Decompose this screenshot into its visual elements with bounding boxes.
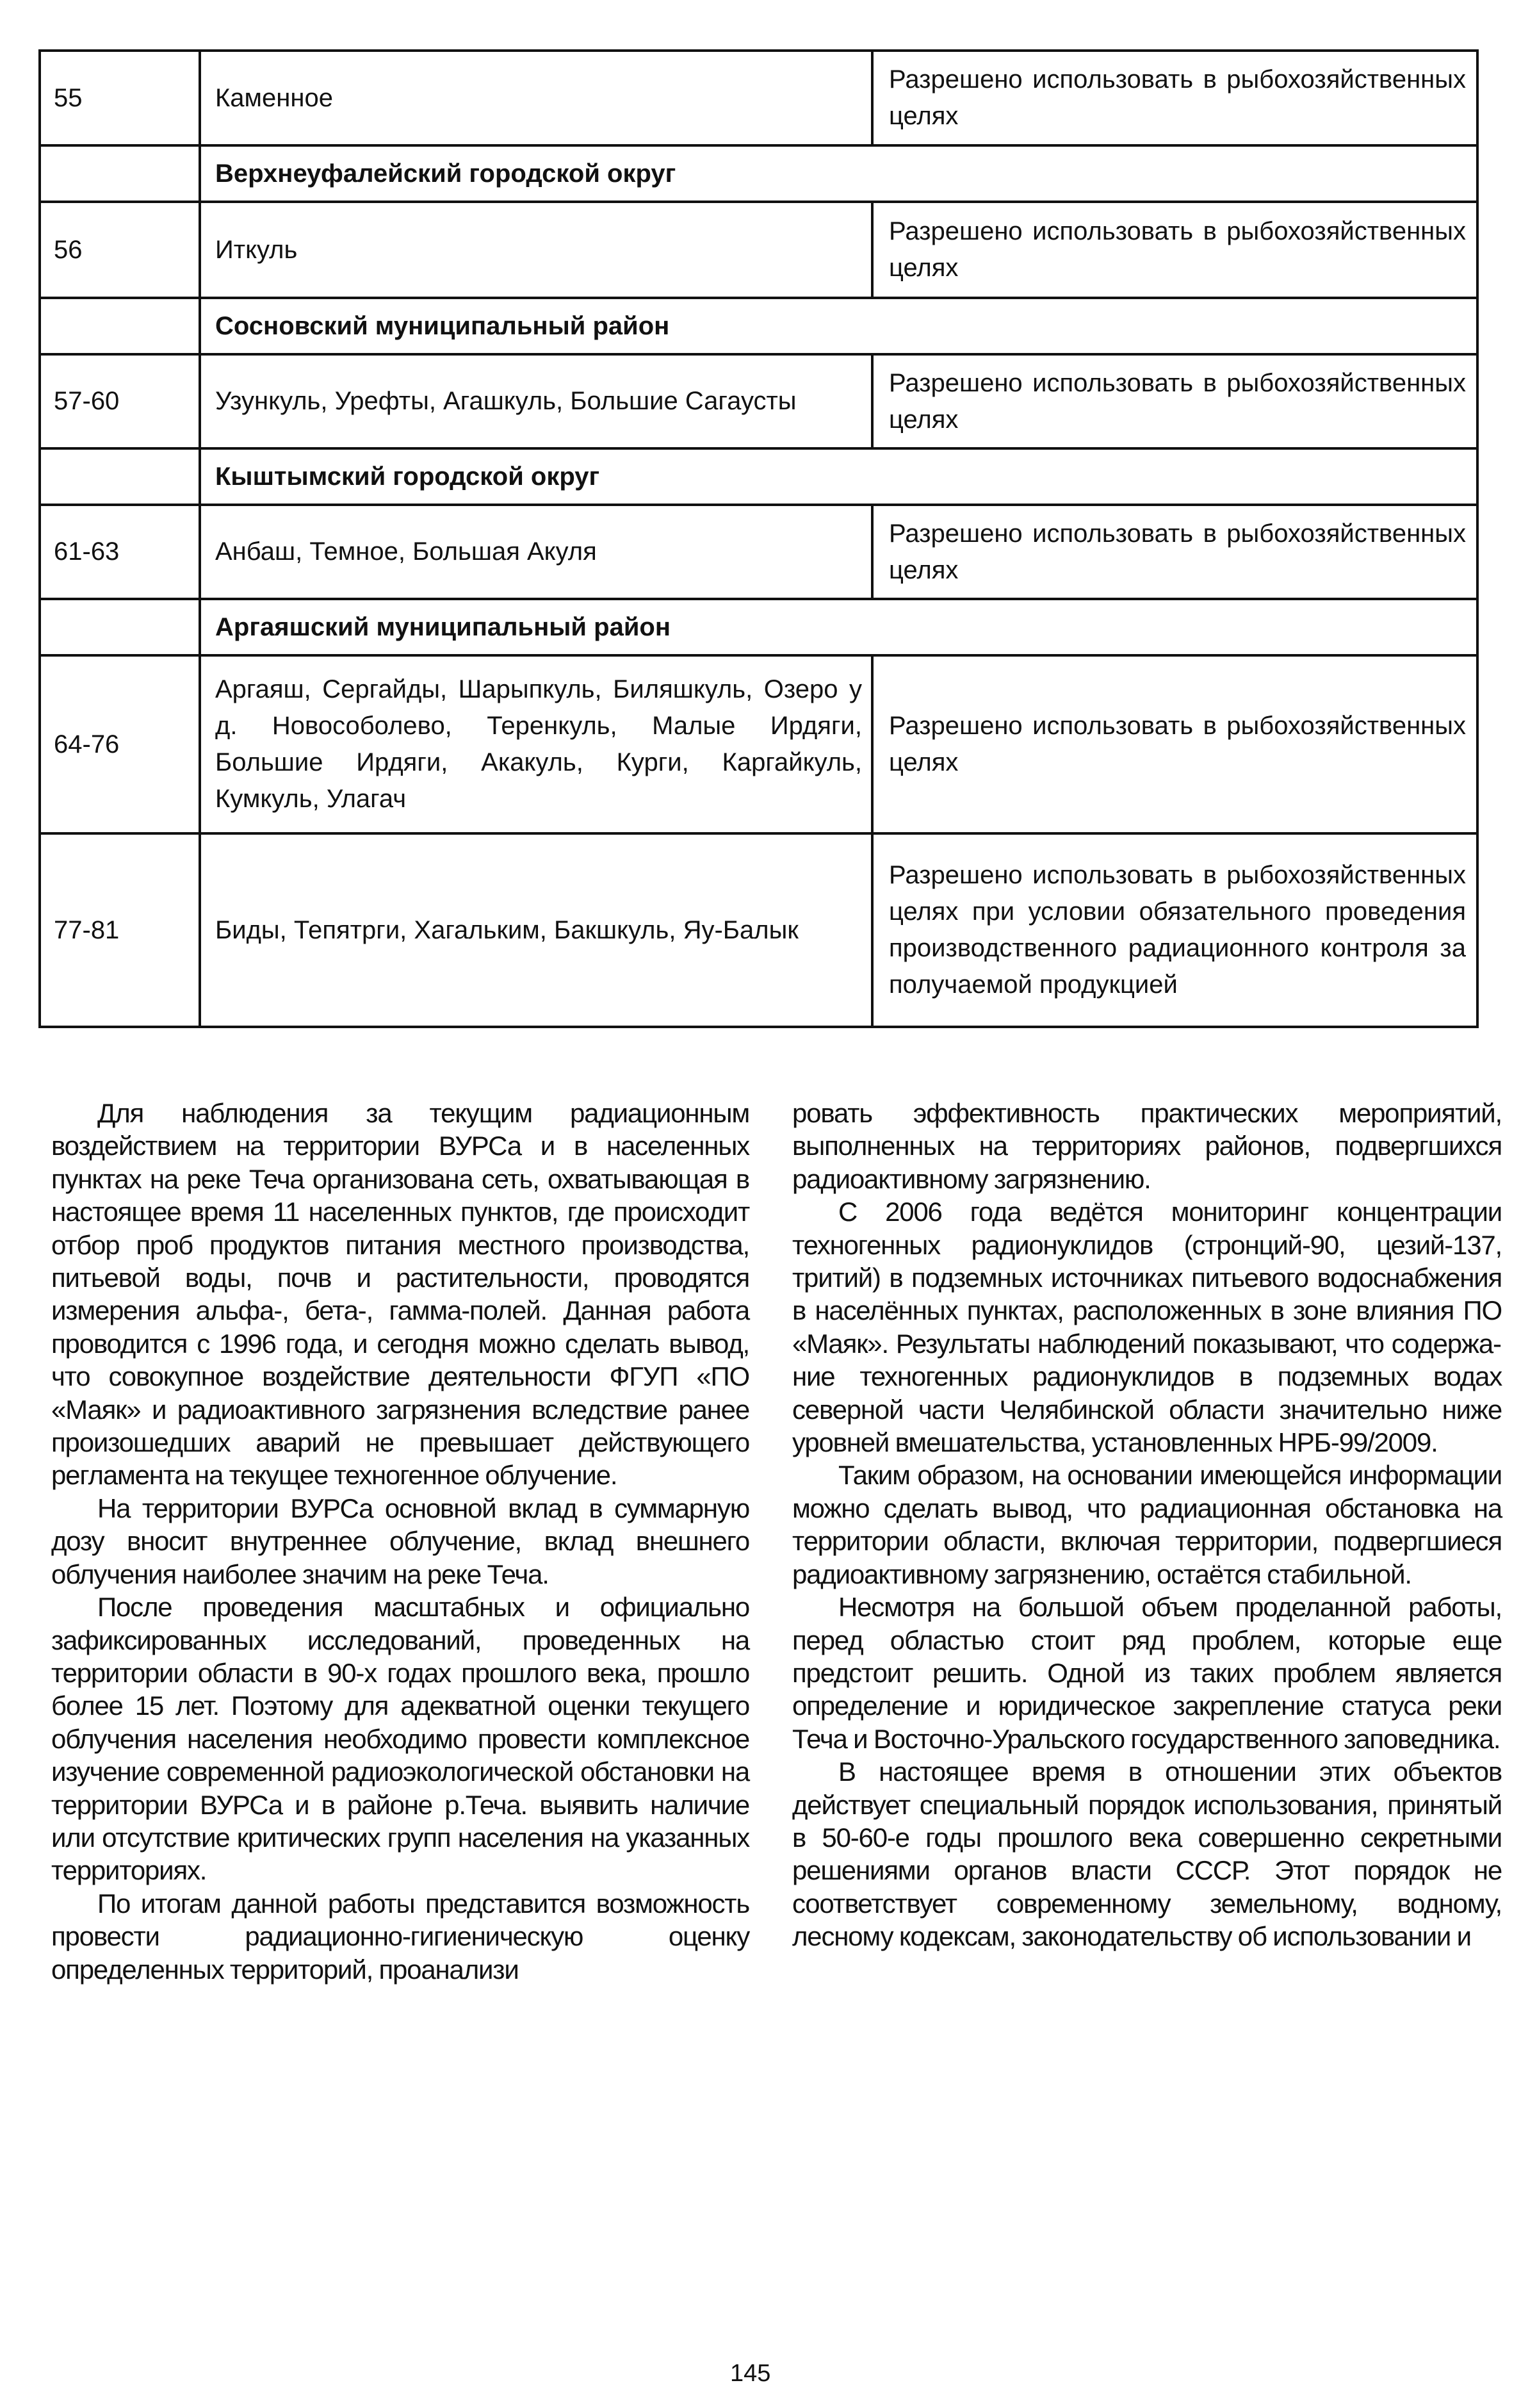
text-column-right: [792, 1097, 1502, 1953]
water-body-names: Каменное: [200, 51, 872, 145]
table-section-row: [40, 145, 1477, 202]
paragraph: На территории ВУРСа основной вклад в суммарную дозу вносит внутреннее облучение, вклад внешнего облучения наиболее значим на реке Теча.: [51, 1493, 749, 1589]
table-row: [40, 655, 1477, 833]
table-row: [40, 51, 1477, 145]
table-section-row: [40, 599, 1477, 655]
usage-status: Разрешено использовать в рыбохозяйственных целях: [872, 202, 1477, 298]
section-heading: Сосновский муниципальный район: [200, 298, 1477, 354]
water-bodies-table: [38, 49, 1479, 1028]
section-heading: Кыштымский городской округ: [200, 448, 1477, 505]
table-row: [40, 505, 1477, 599]
paragraph-continued: ровать эффективность практических мероприятий, выполненных на территориях районов, подвергшихся радиоактивному загрязнению.: [792, 1098, 1502, 1194]
usage-status: Разрешено использовать в рыбохозяйственных целях: [872, 505, 1477, 599]
row-number: 64-76: [40, 655, 200, 833]
table-row: [40, 354, 1477, 448]
water-body-names: Биды, Тепятрги, Хагальким, Бакшкуль, Яу-Балык: [200, 833, 872, 1027]
usage-status: Разрешено использовать в рыбохозяйственных целях: [872, 655, 1477, 833]
row-number: 57-60: [40, 354, 200, 448]
water-body-names: Узункуль, Урефты, Агашкуль, Большие Сагаусты: [200, 354, 872, 448]
row-number-empty: [40, 145, 200, 202]
usage-status: Разрешено использовать в рыбохозяйственных целях при условии обязательного проведения производственного радиационного контроля за получаемой продукцией: [872, 833, 1477, 1027]
row-number-empty: [40, 298, 200, 354]
section-heading: Верхнеуфалейский городской округ: [200, 145, 1477, 202]
row-number-empty: [40, 448, 200, 505]
usage-status: Разрешено использовать в рыбохозяйственных целях: [872, 51, 1477, 145]
row-number: 55: [40, 51, 200, 145]
paragraph: Таким образом, на основании имеющейся информации можно сделать вывод, что радиационная обстановка на территории области, включая территории, подвергшиеся радиоактивному загрязнению, остаётся стабильной.: [792, 1460, 1502, 1589]
table-section-row: [40, 448, 1477, 505]
usage-status: Разрешено использовать в рыбохозяйственных целях: [872, 354, 1477, 448]
water-body-names: Иткуль: [200, 202, 872, 298]
table-section-row: [40, 298, 1477, 354]
row-number: 77-81: [40, 833, 200, 1027]
paragraph: С 2006 года ведётся мониторинг концентрации техногенных радионуклидов (стронций-90, цезий-137, тритий) в подземных источниках питьевого водоснабжения в населённых пунктах, расположенных в зоне влияния ПО «Маяк». Результаты наблюдений показывают, что содержание техногенных радионуклидов в подземных водах северной части Челябинской области значительно ниже уровней вмешательства, установленных НРБ-99/2009.: [792, 1197, 1502, 1458]
row-number: 56: [40, 202, 200, 298]
water-body-names: Аргаяш, Сергайды, Шарыпкуль, Биляшкуль, Озеро у д. Новособолево, Теренкуль, Малые Ирдяги, Большие Ирдяги, Акакуль, Курги, Каргайкуль, Кумкуль, Улагач: [200, 655, 872, 833]
row-number-empty: [40, 599, 200, 655]
paragraph: После проведения масштабных и официально зафиксированных исследований, проведенных на территории области в 90-х годах прошлого века, прошло более 15 лет. Поэтому для адекватной оценки текущего облучения населения необходимо провести комплексное изучение современной радиоэкологической обстановки на территории ВУРСа и в районе р.Теча. выявить наличие или отсутствие критических групп населения на указанных территориях.: [51, 1592, 749, 1886]
table-row: [40, 202, 1477, 298]
water-body-names: Анбаш, Темное, Большая Акуля: [200, 505, 872, 599]
paragraph: Для наблюдения за текущим радиационным воздействием на территории ВУРСа и в населенных пунктах на реке Теча организована сеть, охватывающая в настоящее время 11 населенных пунктов, где происходит отбор проб продуктов питания местного производства, питьевой воды, почв и растительности, проводятся измерения альфа-, бета-, гамма-полей. Данная работа проводится с 1996 года, и сегодня можно сделать вывод, что совокупное воздействие деятельности ФГУП «ПО «Маяк» и радиоактивного загрязнения вследствие ранее произошедших аварий не превышает действующего регламента на текущее техногенное облучение.: [51, 1098, 749, 1491]
table-row: [40, 833, 1477, 1027]
text-column-left: [51, 1097, 749, 1986]
section-heading: Аргаяшский муниципальный район: [200, 599, 1477, 655]
paragraph: По итогам данной работы представится возможность провести радиационно-гигиеническую оценку определенных территорий, проанализи: [51, 1888, 749, 1985]
row-number: 61-63: [40, 505, 200, 599]
paragraph: В настоящее время в отношении этих объектов действует специальный порядок использования, принятый в 50-60-е годы прошлого века совершенно секретными решениями органов власти СССР. Этот порядок не соответствует современному земельному, водному, лесному кодексам, законодательству об использовании и: [792, 1757, 1502, 1952]
paragraph: Несмотря на большой объем проделанной работы, перед областью стоит ряд проблем, которые еще предстоит решить. Одной из таких проблем является определение и юридическое закрепление статуса реки Теча и Восточно-Уральского государственного заповедника.: [792, 1592, 1502, 1754]
page-number: 145: [730, 2360, 771, 2387]
